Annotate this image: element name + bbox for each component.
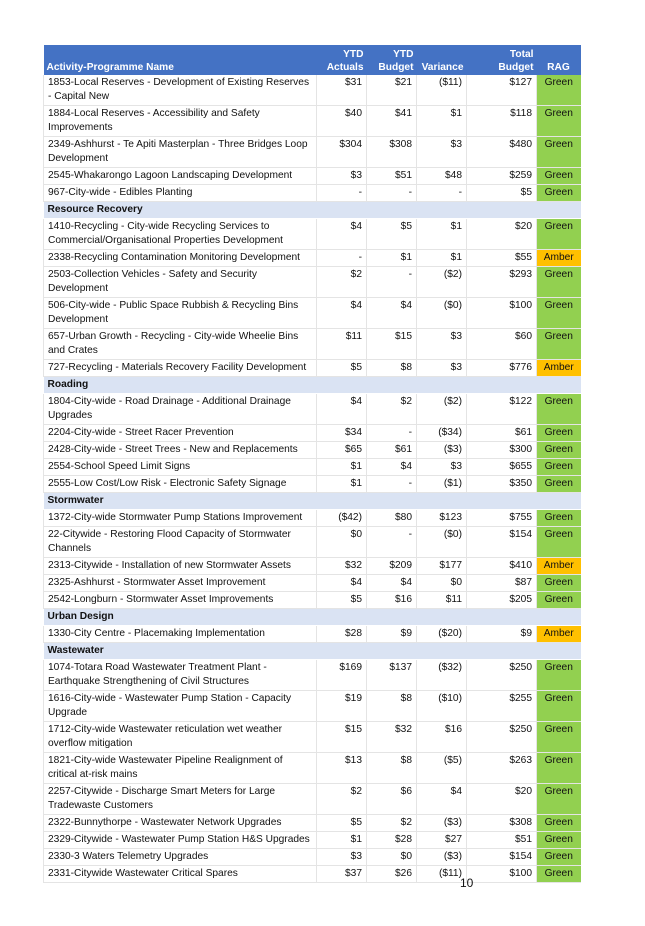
variance-cell: ($34) bbox=[417, 425, 467, 442]
ytd-actuals-cell: $4 bbox=[317, 394, 367, 425]
total-budget-cell: $154 bbox=[467, 527, 537, 558]
rag-status-cell: Green bbox=[537, 106, 581, 137]
rag-status-cell: Green bbox=[537, 267, 581, 298]
activity-name-cell: 1804-City-wide - Road Drainage - Additional Drainage Upgrades bbox=[44, 394, 317, 425]
rag-status-cell: Green bbox=[537, 815, 581, 832]
table-row bbox=[44, 476, 581, 493]
ytd-actuals-cell: $19 bbox=[317, 691, 367, 722]
rag-status-cell: Green bbox=[537, 660, 581, 691]
rag-status-cell: Green bbox=[537, 476, 581, 493]
rag-status-cell: Green bbox=[537, 394, 581, 425]
ytd-actuals-cell: $3 bbox=[317, 168, 367, 185]
variance-cell: $0 bbox=[417, 575, 467, 592]
ytd-budget-cell: $16 bbox=[367, 592, 417, 609]
total-budget-cell: $300 bbox=[467, 442, 537, 459]
activity-name-cell: 2204-City-wide - Street Racer Prevention bbox=[44, 425, 317, 442]
variance-cell: ($2) bbox=[417, 267, 467, 298]
table-row bbox=[44, 329, 581, 360]
ytd-budget-cell: $8 bbox=[367, 360, 417, 377]
rag-status-cell: Amber bbox=[537, 360, 581, 377]
rag-status-cell: Green bbox=[537, 168, 581, 185]
table-row bbox=[44, 558, 581, 575]
total-budget-cell: $20 bbox=[467, 784, 537, 815]
variance-cell: $3 bbox=[417, 329, 467, 360]
ytd-budget-cell: $1 bbox=[367, 250, 417, 267]
ytd-budget-cell: - bbox=[367, 185, 417, 202]
total-budget-cell: $20 bbox=[467, 219, 537, 250]
activity-name-cell: 2325-Ashhurst - Stormwater Asset Improvement bbox=[44, 575, 317, 592]
ytd-actuals-cell: $40 bbox=[317, 106, 367, 137]
activity-name-cell: 506-City-wide - Public Space Rubbish & Recycling Bins Development bbox=[44, 298, 317, 329]
ytd-actuals-cell: - bbox=[317, 185, 367, 202]
variance-cell: ($32) bbox=[417, 660, 467, 691]
ytd-budget-cell: $137 bbox=[367, 660, 417, 691]
ytd-actuals-cell: $31 bbox=[317, 75, 367, 106]
variance-cell: ($0) bbox=[417, 527, 467, 558]
ytd-actuals-cell: $32 bbox=[317, 558, 367, 575]
ytd-actuals-cell: $4 bbox=[317, 298, 367, 329]
total-budget-cell: $259 bbox=[467, 168, 537, 185]
table-row bbox=[44, 137, 581, 168]
rag-status-cell: Green bbox=[537, 219, 581, 250]
table-row bbox=[44, 168, 581, 185]
table-row bbox=[44, 510, 581, 527]
rag-status-cell: Amber bbox=[537, 626, 581, 643]
activity-name-cell: 2545-Whakarongo Lagoon Landscaping Development bbox=[44, 168, 317, 185]
variance-cell: $123 bbox=[417, 510, 467, 527]
rag-status-cell: Green bbox=[537, 866, 581, 883]
activity-name-cell: 657-Urban Growth - Recycling - City-wide Wheelie Bins and Crates bbox=[44, 329, 317, 360]
variance-cell: ($20) bbox=[417, 626, 467, 643]
ytd-budget-cell: $15 bbox=[367, 329, 417, 360]
variance-cell: $3 bbox=[417, 360, 467, 377]
activity-name-cell: 2313-Citywide - Installation of new Stormwater Assets bbox=[44, 558, 317, 575]
table-row bbox=[44, 527, 581, 558]
ytd-budget-cell: - bbox=[367, 425, 417, 442]
table-row bbox=[44, 722, 581, 753]
ytd-budget-cell: $26 bbox=[367, 866, 417, 883]
variance-cell: $1 bbox=[417, 219, 467, 250]
ytd-actuals-cell: $304 bbox=[317, 137, 367, 168]
ytd-budget-cell: $51 bbox=[367, 168, 417, 185]
ytd-budget-cell: $41 bbox=[367, 106, 417, 137]
total-budget-cell: $127 bbox=[467, 75, 537, 106]
rag-status-cell: Amber bbox=[537, 250, 581, 267]
variance-cell: ($3) bbox=[417, 849, 467, 866]
ytd-actuals-cell: - bbox=[317, 250, 367, 267]
table-row bbox=[44, 575, 581, 592]
ytd-budget-cell: $6 bbox=[367, 784, 417, 815]
activity-name-cell: 967-City-wide - Edibles Planting bbox=[44, 185, 317, 202]
variance-cell: $48 bbox=[417, 168, 467, 185]
variance-cell: $11 bbox=[417, 592, 467, 609]
total-budget-cell: $9 bbox=[467, 626, 537, 643]
activity-name-cell: 1884-Local Reserves - Accessibility and Safety Improvements bbox=[44, 106, 317, 137]
variance-cell: $27 bbox=[417, 832, 467, 849]
ytd-actuals-cell: $2 bbox=[317, 267, 367, 298]
section-title: Stormwater bbox=[44, 493, 581, 510]
activity-name-cell: 2331-Citywide Wastewater Critical Spares bbox=[44, 866, 317, 883]
rag-status-cell: Green bbox=[537, 784, 581, 815]
total-budget-cell: $250 bbox=[467, 722, 537, 753]
table-row bbox=[44, 442, 581, 459]
page-number: 10 bbox=[460, 876, 474, 890]
ytd-actuals-cell: $37 bbox=[317, 866, 367, 883]
ytd-actuals-cell: $3 bbox=[317, 849, 367, 866]
ytd-budget-cell: $80 bbox=[367, 510, 417, 527]
ytd-budget-cell: $8 bbox=[367, 753, 417, 784]
header-ytd-budget: YTD Budget bbox=[367, 45, 417, 75]
table-row bbox=[44, 784, 581, 815]
activity-name-cell: 1330-City Centre - Placemaking Implementation bbox=[44, 626, 317, 643]
variance-cell: $1 bbox=[417, 250, 467, 267]
ytd-actuals-cell: $15 bbox=[317, 722, 367, 753]
total-budget-cell: $350 bbox=[467, 476, 537, 493]
activity-name-cell: 2338-Recycling Contamination Monitoring Development bbox=[44, 250, 317, 267]
ytd-budget-cell: $8 bbox=[367, 691, 417, 722]
ytd-actuals-cell: $28 bbox=[317, 626, 367, 643]
total-budget-cell: $755 bbox=[467, 510, 537, 527]
section-title: Resource Recovery bbox=[44, 202, 581, 219]
rag-status-cell: Green bbox=[537, 459, 581, 476]
table-header bbox=[44, 45, 581, 75]
total-budget-cell: $655 bbox=[467, 459, 537, 476]
activity-name-cell: 1410-Recycling - City-wide Recycling Services to Commercial/Organisational Properties Development bbox=[44, 219, 317, 250]
activity-name-cell: 1853-Local Reserves - Development of Existing Reserves - Capital New bbox=[44, 75, 317, 106]
ytd-actuals-cell: $0 bbox=[317, 527, 367, 558]
activity-name-cell: 1616-City-wide - Wastewater Pump Station - Capacity Upgrade bbox=[44, 691, 317, 722]
variance-cell: ($0) bbox=[417, 298, 467, 329]
activity-name-cell: 22-Citywide - Restoring Flood Capacity of Stormwater Channels bbox=[44, 527, 317, 558]
activity-name-cell: 2428-City-wide - Street Trees - New and Replacements bbox=[44, 442, 317, 459]
total-budget-cell: $61 bbox=[467, 425, 537, 442]
variance-cell: $16 bbox=[417, 722, 467, 753]
ytd-budget-cell: - bbox=[367, 476, 417, 493]
total-budget-cell: $154 bbox=[467, 849, 537, 866]
header-activity-name: Activity-Programme Name bbox=[44, 45, 317, 75]
rag-status-cell: Green bbox=[537, 442, 581, 459]
variance-cell: $3 bbox=[417, 459, 467, 476]
ytd-budget-cell: $0 bbox=[367, 849, 417, 866]
table-row bbox=[44, 626, 581, 643]
total-budget-cell: $5 bbox=[467, 185, 537, 202]
variance-cell: ($10) bbox=[417, 691, 467, 722]
table-row bbox=[44, 592, 581, 609]
ytd-actuals-cell: $169 bbox=[317, 660, 367, 691]
section-header-row bbox=[44, 202, 581, 219]
section-title: Wastewater bbox=[44, 643, 581, 660]
ytd-actuals-cell: $5 bbox=[317, 815, 367, 832]
rag-status-cell: Green bbox=[537, 849, 581, 866]
table-row bbox=[44, 360, 581, 377]
activity-name-cell: 2349-Ashhurst - Te Apiti Masterplan - Three Bridges Loop Development bbox=[44, 137, 317, 168]
rag-status-cell: Green bbox=[537, 722, 581, 753]
total-budget-cell: $55 bbox=[467, 250, 537, 267]
header-ytd-actuals: YTD Actuals bbox=[317, 45, 367, 75]
ytd-budget-cell: $209 bbox=[367, 558, 417, 575]
activity-name-cell: 1074-Totara Road Wastewater Treatment Plant - Earthquake Strengthening of Civil Structures bbox=[44, 660, 317, 691]
table-row bbox=[44, 267, 581, 298]
ytd-actuals-cell: $13 bbox=[317, 753, 367, 784]
activity-name-cell: 2329-Citywide - Wastewater Pump Station H&S Upgrades bbox=[44, 832, 317, 849]
section-header-row bbox=[44, 493, 581, 510]
ytd-actuals-cell: $65 bbox=[317, 442, 367, 459]
table-body bbox=[44, 75, 581, 883]
ytd-budget-cell: $9 bbox=[367, 626, 417, 643]
rag-status-cell: Green bbox=[537, 527, 581, 558]
activity-name-cell: 2257-Citywide - Discharge Smart Meters for Large Tradewaste Customers bbox=[44, 784, 317, 815]
rag-status-cell: Green bbox=[537, 298, 581, 329]
variance-cell: - bbox=[417, 185, 467, 202]
table-row bbox=[44, 866, 581, 883]
rag-status-cell: Green bbox=[537, 137, 581, 168]
total-budget-cell: $250 bbox=[467, 660, 537, 691]
variance-cell: ($2) bbox=[417, 394, 467, 425]
section-header-row bbox=[44, 609, 581, 626]
ytd-budget-cell: $21 bbox=[367, 75, 417, 106]
variance-cell: $3 bbox=[417, 137, 467, 168]
capital-programme-table bbox=[43, 45, 581, 883]
activity-name-cell: 1821-City-wide Wastewater Pipeline Realignment of critical at-risk mains bbox=[44, 753, 317, 784]
rag-status-cell: Green bbox=[537, 592, 581, 609]
total-budget-cell: $480 bbox=[467, 137, 537, 168]
variance-cell: $1 bbox=[417, 106, 467, 137]
activity-name-cell: 1372-City-wide Stormwater Pump Stations Improvement bbox=[44, 510, 317, 527]
table-row bbox=[44, 425, 581, 442]
activity-name-cell: 2554-School Speed Limit Signs bbox=[44, 459, 317, 476]
total-budget-cell: $122 bbox=[467, 394, 537, 425]
ytd-actuals-cell: $4 bbox=[317, 575, 367, 592]
rag-status-cell: Green bbox=[537, 691, 581, 722]
ytd-budget-cell: $308 bbox=[367, 137, 417, 168]
total-budget-cell: $410 bbox=[467, 558, 537, 575]
ytd-budget-cell: $2 bbox=[367, 815, 417, 832]
variance-cell: ($3) bbox=[417, 815, 467, 832]
table-row bbox=[44, 753, 581, 784]
ytd-budget-cell: $4 bbox=[367, 459, 417, 476]
total-budget-cell: $205 bbox=[467, 592, 537, 609]
ytd-budget-cell: $5 bbox=[367, 219, 417, 250]
table-row bbox=[44, 250, 581, 267]
ytd-actuals-cell: $2 bbox=[317, 784, 367, 815]
rag-status-cell: Green bbox=[537, 832, 581, 849]
table-row bbox=[44, 75, 581, 106]
ytd-budget-cell: $61 bbox=[367, 442, 417, 459]
table-row bbox=[44, 815, 581, 832]
ytd-actuals-cell: $1 bbox=[317, 459, 367, 476]
total-budget-cell: $100 bbox=[467, 866, 537, 883]
activity-name-cell: 727-Recycling - Materials Recovery Facility Development bbox=[44, 360, 317, 377]
ytd-actuals-cell: $34 bbox=[317, 425, 367, 442]
ytd-actuals-cell: $4 bbox=[317, 219, 367, 250]
ytd-budget-cell: $28 bbox=[367, 832, 417, 849]
ytd-actuals-cell: $1 bbox=[317, 832, 367, 849]
activity-name-cell: 2330-3 Waters Telemetry Upgrades bbox=[44, 849, 317, 866]
variance-cell: $4 bbox=[417, 784, 467, 815]
ytd-budget-cell: $4 bbox=[367, 575, 417, 592]
ytd-budget-cell: - bbox=[367, 527, 417, 558]
variance-cell: ($5) bbox=[417, 753, 467, 784]
rag-status-cell: Green bbox=[537, 753, 581, 784]
activity-name-cell: 1712-City-wide Wastewater reticulation wet weather overflow mitigation bbox=[44, 722, 317, 753]
ytd-budget-cell: $4 bbox=[367, 298, 417, 329]
table-row bbox=[44, 219, 581, 250]
total-budget-cell: $255 bbox=[467, 691, 537, 722]
header-variance: Variance bbox=[417, 45, 467, 75]
table-row bbox=[44, 394, 581, 425]
total-budget-cell: $293 bbox=[467, 267, 537, 298]
total-budget-cell: $60 bbox=[467, 329, 537, 360]
section-title: Urban Design bbox=[44, 609, 581, 626]
rag-status-cell: Green bbox=[537, 510, 581, 527]
activity-name-cell: 2555-Low Cost/Low Risk - Electronic Safety Signage bbox=[44, 476, 317, 493]
ytd-actuals-cell: $5 bbox=[317, 360, 367, 377]
variance-cell: ($3) bbox=[417, 442, 467, 459]
ytd-actuals-cell: $1 bbox=[317, 476, 367, 493]
rag-status-cell: Green bbox=[537, 425, 581, 442]
ytd-actuals-cell: $11 bbox=[317, 329, 367, 360]
total-budget-cell: $100 bbox=[467, 298, 537, 329]
rag-status-cell: Green bbox=[537, 75, 581, 106]
activity-name-cell: 2322-Bunnythorpe - Wastewater Network Upgrades bbox=[44, 815, 317, 832]
ytd-actuals-cell: ($42) bbox=[317, 510, 367, 527]
table-row bbox=[44, 459, 581, 476]
rag-status-cell: Amber bbox=[537, 558, 581, 575]
ytd-budget-cell: - bbox=[367, 267, 417, 298]
table-row bbox=[44, 691, 581, 722]
total-budget-cell: $263 bbox=[467, 753, 537, 784]
table-row bbox=[44, 832, 581, 849]
table-row bbox=[44, 185, 581, 202]
activity-name-cell: 2503-Collection Vehicles - Safety and Security Development bbox=[44, 267, 317, 298]
total-budget-cell: $308 bbox=[467, 815, 537, 832]
ytd-actuals-cell: $5 bbox=[317, 592, 367, 609]
section-header-row bbox=[44, 377, 581, 394]
total-budget-cell: $51 bbox=[467, 832, 537, 849]
variance-cell: ($11) bbox=[417, 75, 467, 106]
total-budget-cell: $87 bbox=[467, 575, 537, 592]
ytd-budget-cell: $2 bbox=[367, 394, 417, 425]
total-budget-cell: $118 bbox=[467, 106, 537, 137]
section-header-row bbox=[44, 643, 581, 660]
variance-cell: ($11) bbox=[417, 866, 467, 883]
total-budget-cell: $776 bbox=[467, 360, 537, 377]
rag-status-cell: Green bbox=[537, 575, 581, 592]
ytd-budget-cell: $32 bbox=[367, 722, 417, 753]
section-title: Roading bbox=[44, 377, 581, 394]
rag-status-cell: Green bbox=[537, 185, 581, 202]
activity-name-cell: 2542-Longburn - Stormwater Asset Improvements bbox=[44, 592, 317, 609]
table-row bbox=[44, 298, 581, 329]
variance-cell: $177 bbox=[417, 558, 467, 575]
table-row bbox=[44, 660, 581, 691]
rag-status-cell: Green bbox=[537, 329, 581, 360]
table-row bbox=[44, 849, 581, 866]
table-row bbox=[44, 106, 581, 137]
header-rag: RAG bbox=[537, 45, 581, 75]
header-total-budget: Total Budget bbox=[467, 45, 537, 75]
variance-cell: ($1) bbox=[417, 476, 467, 493]
